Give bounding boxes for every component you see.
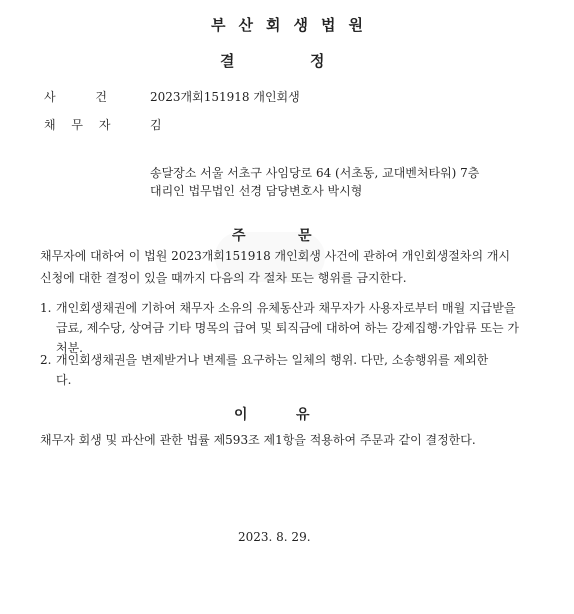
order-item-text: 개인회생채권에 기하여 채무자 소유의 유체동산과 채무자가 사용자로부터 매월 지급받을 급료, 제수당, 상여금 기타 명목의 급여 및 퇴직금에 대하여 하는 강제집행·가압류 또는 가처분. bbox=[56, 301, 519, 355]
order-item bbox=[40, 298, 520, 358]
case-label: 사 건 bbox=[44, 90, 107, 104]
order-heading-char-1: 주 bbox=[232, 228, 246, 244]
order-item bbox=[40, 350, 498, 390]
service-address: 송달장소 서울 서초구 사임당로 64 (서초동, 교대벤처타워) 7층 bbox=[150, 166, 480, 180]
reason-heading-char-2: 유 bbox=[296, 407, 310, 423]
order-item-text: 개인회생채권을 변제받거나 변제를 요구하는 일체의 행위. 다만, 소송행위를 제외한다. bbox=[56, 353, 489, 387]
case-value: 2023개회151918 개인회생 bbox=[150, 90, 300, 104]
reason-heading-char-1: 이 bbox=[234, 407, 248, 423]
debtor-label: 채 무 자 bbox=[44, 118, 111, 132]
order-intro: 채무자에 대하여 이 법원 2023개회151918 개인회생 사건에 관하여 개인회생절차의 개시신청에 대한 결정이 있을 때까지 다음의 각 절차 또는 행위를 금지한다. bbox=[40, 249, 511, 285]
order-heading-char-2: 문 bbox=[298, 228, 312, 244]
court-name: 부산회생법원 bbox=[211, 16, 376, 34]
debtor-value: 김 bbox=[150, 118, 162, 132]
order-item-number: 1. bbox=[40, 301, 52, 315]
document-type-char-2: 정 bbox=[310, 52, 325, 70]
document-type-char-1: 결 bbox=[220, 52, 235, 70]
reason-text: 채무자 회생 및 파산에 관한 법률 제593조 제1항을 적용하여 주문과 같이 결정한다. bbox=[40, 433, 476, 447]
decision-date: 2023. 8. 29. bbox=[238, 530, 311, 544]
legal-agent: 대리인 법무법인 선경 담당변호사 박시형 bbox=[150, 184, 363, 198]
order-item-number: 2. bbox=[40, 353, 52, 367]
